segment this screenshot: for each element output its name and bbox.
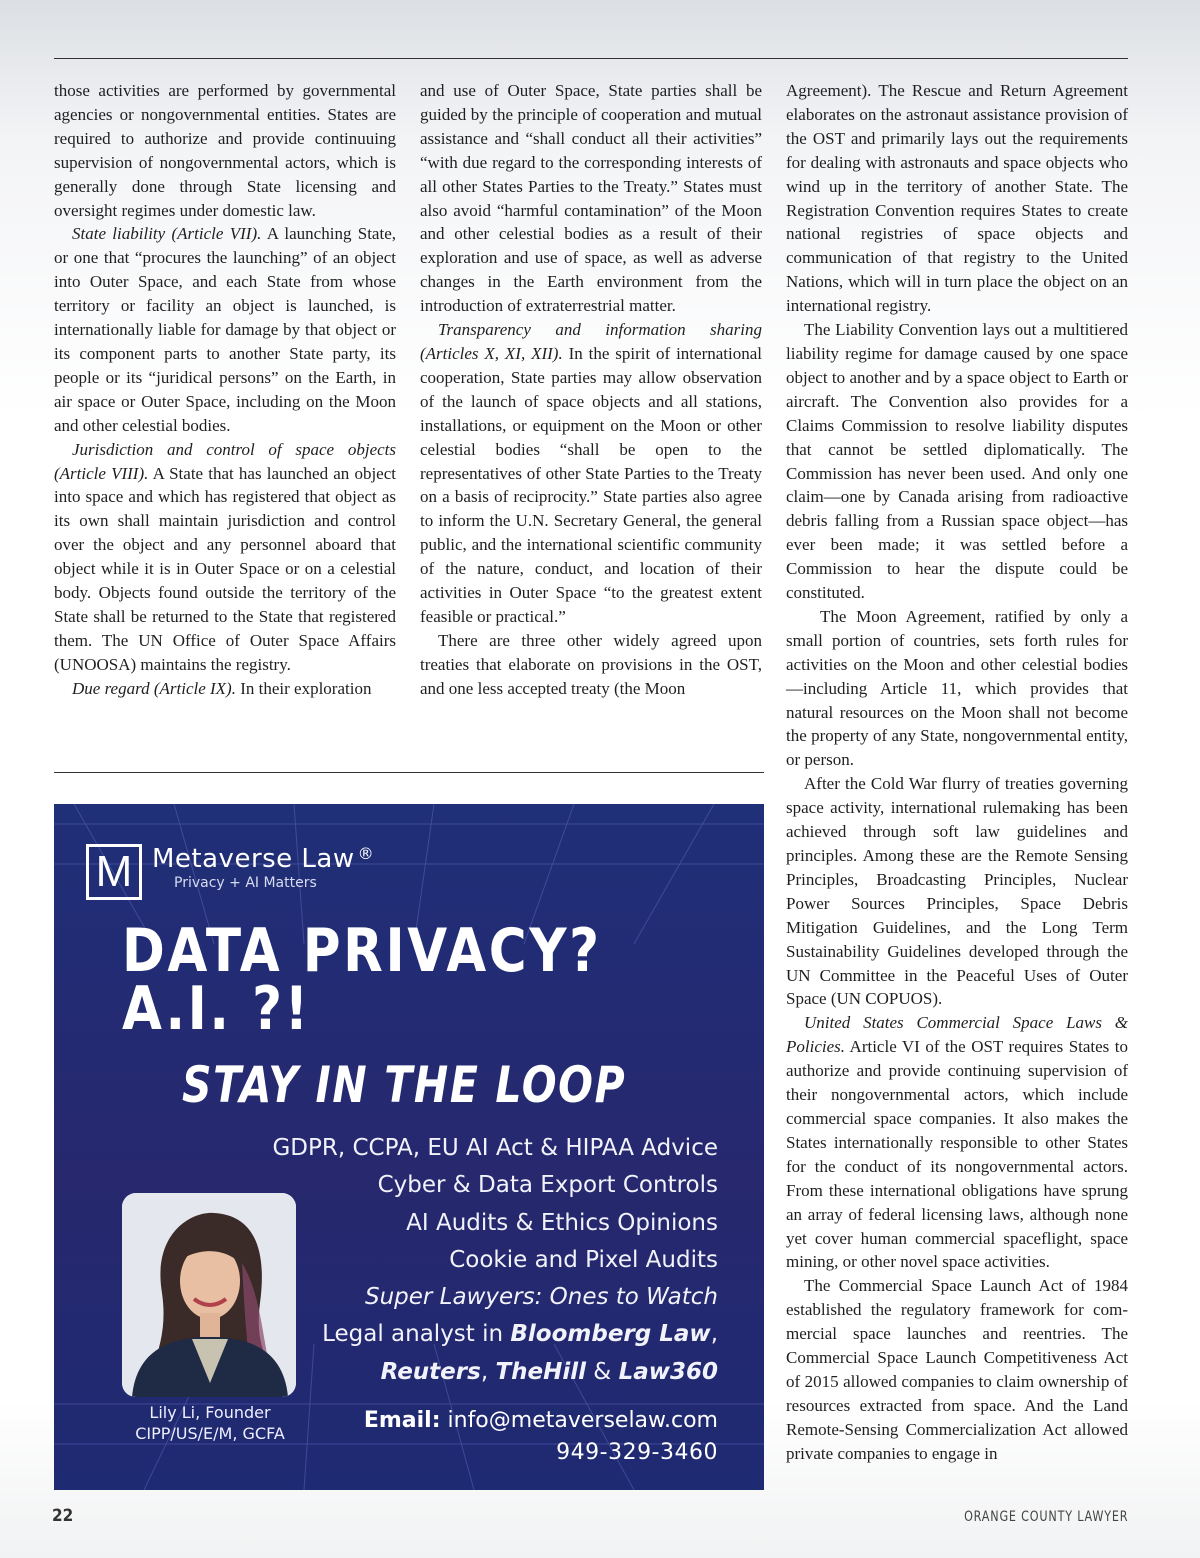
service-item: AI Audits & Ethics Opinions	[406, 1209, 718, 1236]
metaverse-law-advertisement	[54, 804, 764, 1490]
publication-name: ORANGE COUNTY LAWYER	[963, 1509, 1128, 1525]
paragraph: The Commercial Space Launch Act of 1984 established the regulatory framework for commercial space launches and reentries. The Commercial Space Launch Competitiveness Act of 2015 allowed companies to claim ownership of resources extracted from space. And the Land Remote-Sensing Commercialization Act allowed private companies to engage in	[786, 1276, 1128, 1463]
paragraph: The Liability Convention lays out a multitiered liability regime for damage caused by one space object to another and by a space object to Earth or aircraft. The Convention also provides for a Claims Commission to resolve liability disputes that cannot be settled diplomatically. The Commission has never been used. And only one claim—one by Canada arising from radioactive debris falling from a Russian space object—has ever been made; it was settled before a Commission to hear the dispute could be constituted.	[786, 320, 1128, 603]
founder-caption: Lily Li, Founder CIPP/US/E/M, GCFA	[135, 1403, 285, 1443]
service-item: GDPR, CCPA, EU AI Act & HIPAA Advice	[272, 1135, 718, 1161]
paragraph: After the Cold War flurry of treaties governing space activity, international rulemaking has been achieved through soft law guidelines and principles. Among these are the Remote Sensing Principles, Broadcasting Principles, Nuclear Power Sources Principles, Space Debris Mitigation Guidelines, and the Long Term Sustainability Guidelines developed through the UN Committee in the Peaceful Uses of Outer Space (UN COPUOS).	[786, 774, 1128, 1009]
subhead: Transparency and information sharing (Articles X, XI, XII).	[420, 320, 762, 363]
brand-name: Metaverse Law ®	[152, 844, 375, 874]
paragraph: Due regard (Article IX). In their exploration	[72, 678, 372, 698]
top-rule	[54, 58, 1128, 59]
service-item: Cookie and Pixel Audits	[449, 1246, 718, 1273]
subhead: United States Commercial Space Laws & Policies.	[786, 1013, 1128, 1057]
analyst-line: Legal analyst in Bloomberg Law,	[322, 1321, 718, 1348]
subhead: State liability (Article VII).	[72, 224, 262, 244]
article-column-2	[420, 79, 762, 701]
contact-email[interactable]: Email: info@metaverselaw.com	[363, 1408, 718, 1433]
article-column-3	[786, 79, 1128, 1466]
contact-phone[interactable]: 949-329-3460	[556, 1440, 718, 1465]
founder-portrait	[122, 1193, 296, 1397]
ad-headline: DATA PRIVACY? A.I. ?!	[122, 916, 602, 1044]
subhead: Jurisdiction and control of space objects (Article VIII).	[54, 439, 396, 483]
founder-portrait-illustration	[122, 1193, 296, 1397]
paragraph: Transparency and information sharing (Articles X, XI, XII). In the spirit of international cooperation, State parties may allow observation of the launch of space objects and all stations, installations, or equipment on the Moon or other celestial bodies “shall be open to the representatives of other State Parties to the Treaty on a basis of reciprocity.” State parties also agree to inform the U.N. Secretary General, the general public, and the international scientific community of the nature, conduct, and location of their activities in Outer Space “to the greatest extent feasible or practical.”	[420, 320, 762, 626]
brand-tagline: Privacy + AI Matters	[174, 875, 317, 891]
award-line: Super Lawyers: Ones to Watch	[364, 1284, 718, 1311]
paragraph: Agreement). The Rescue and Return Agreement elaborates on the astronaut assistance provision of the OST and primarily lays out the requirements for dealing with astronauts and space objects who wind up in the territory of another State. The Registration Convention requires States to create national registries of space objects and communication of that registry to the United Nations, which will in turn place the object on an international registry.	[786, 81, 1128, 316]
outlets-line: Reuters, TheHill & Law360	[380, 1358, 718, 1385]
article-column-1	[54, 79, 396, 701]
paragraph: and use of Outer Space, State parties shall be guided by the principle of cooperation and mutual assistance and “shall conduct all their activities” “with due regard to the corresponding interests of all other States Parties to the Treaty.” States must also avoid “harmful contamination” of the Moon and other celestial bodies as a result of their exploration and use of space, as well as adverse changes in the Earth environment from the introduction of extraterrestrial matter.	[420, 81, 762, 316]
subhead: Due regard (Article IX).	[72, 678, 236, 698]
paragraph: United States Commercial Space Laws & Policies. Article VI of the OST requires States to authorize and provide continuing supervision of their nongovernmental actors, which include commercial space companies. It also makes the States internationally responsible to other States for the conduct of its nongovernmental actors. From these international obligations have sprung an array of federal licensing laws, although none yet cover human commercial spaceflight, space mining, or other novel space activities.	[786, 1013, 1128, 1272]
metaverse-law-logo: M	[86, 844, 142, 900]
ad-top-rule	[54, 772, 764, 773]
paragraph: Jurisdiction and control of space objects (Article VIII). A State that has launched an object into space and which has registered that object as its own shall maintain jurisdiction and control over the object and any personnel aboard that object while it is in Outer Space or on a celestial body. Objects found outside the territory of the State shall be returned to the State that registered them. The UN Office of Outer Space Affairs (UNOOSA) maintains the registry.	[54, 439, 396, 674]
service-item: Cyber & Data Export Controls	[377, 1172, 718, 1199]
paragraph: There are three other widely agreed upon treaties that elaborate on provisions in the OST, and one less accepted treaty (the Moon	[420, 630, 762, 698]
page-number: 22	[52, 1506, 74, 1526]
paragraph: State liability (Article VII). A launching State, or one that “procures the launching” of an object into Outer Space, and each State from whose territory or facility an object is launched, is internationally liable for damage by that object or its component parts to another State party, its people or its “juridical persons” on the Earth, in air space or Outer Space, including on the Moon and other celestial bodies.	[54, 224, 397, 435]
ad-call-to-action: STAY IN THE LOOP	[182, 1056, 627, 1114]
paragraph: those activities are performed by governmental agencies or nongovernmental entities. States are required to authorize and provide continuuing supervision of nongovernmental actors, which is generally done through State licensing and oversight regimes under domestic law.	[54, 81, 396, 220]
paragraph: The Moon Agreement, ratified by only a small portion of countries, sets forth rules for activities on the Moon and other celestial bodies—including Article 11, which provides that natural resources on the Moon shall not become the property of any State, nongovernmental entity, or person.	[786, 606, 1128, 770]
services-list	[272, 1130, 718, 1391]
